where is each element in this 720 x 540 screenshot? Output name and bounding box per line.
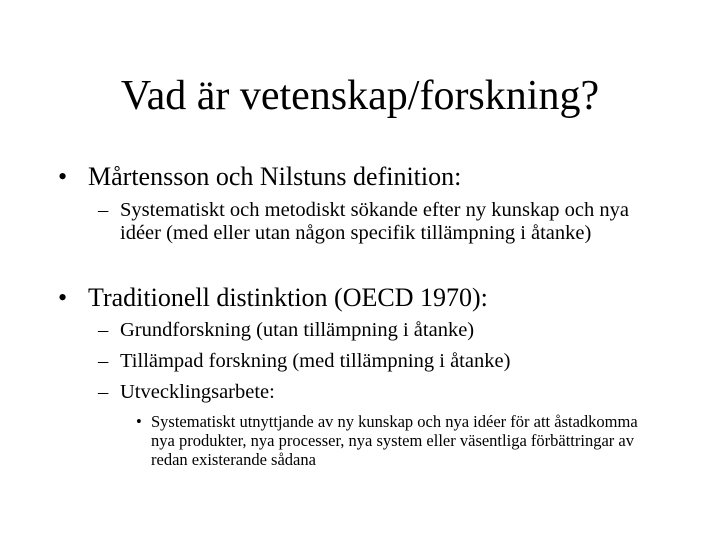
- bullet-text: Mårtensson och Nilstuns definition:: [88, 162, 462, 191]
- dash-marker: –: [98, 199, 109, 221]
- bullet-marker: •: [58, 162, 68, 191]
- sub-bullet-text: Systematiskt och metodiskt sökande efter ny kunskap och nya idéer (med eller utan någon specifik tillämpning i åtanke): [120, 199, 629, 244]
- dash-marker: –: [98, 381, 109, 403]
- sub-bullet-text: Tillämpad forskning (med tillämpning i åtanke): [120, 350, 511, 372]
- sub-sub-bullet-text: Systematiskt utnyttjande av ny kunskap och nya idéer för att åstadkomma nya produkter, nya processer, nya system eller väsentliga förbättringar av redan existerande sådana: [151, 412, 638, 469]
- bullet-marker: •: [136, 412, 142, 431]
- dash-marker: –: [98, 319, 109, 341]
- slide-title: Vad är vetenskap/forskning?: [120, 73, 600, 119]
- bullet-marker: •: [58, 283, 68, 312]
- sub-bullet-text: Grundforskning (utan tillämpning i åtanke): [120, 319, 475, 341]
- bullet-text: Traditionell distinktion (OECD 1970):: [88, 283, 488, 312]
- dash-marker: –: [98, 350, 109, 372]
- sub-bullet-text: Utvecklingsarbete:: [120, 381, 275, 403]
